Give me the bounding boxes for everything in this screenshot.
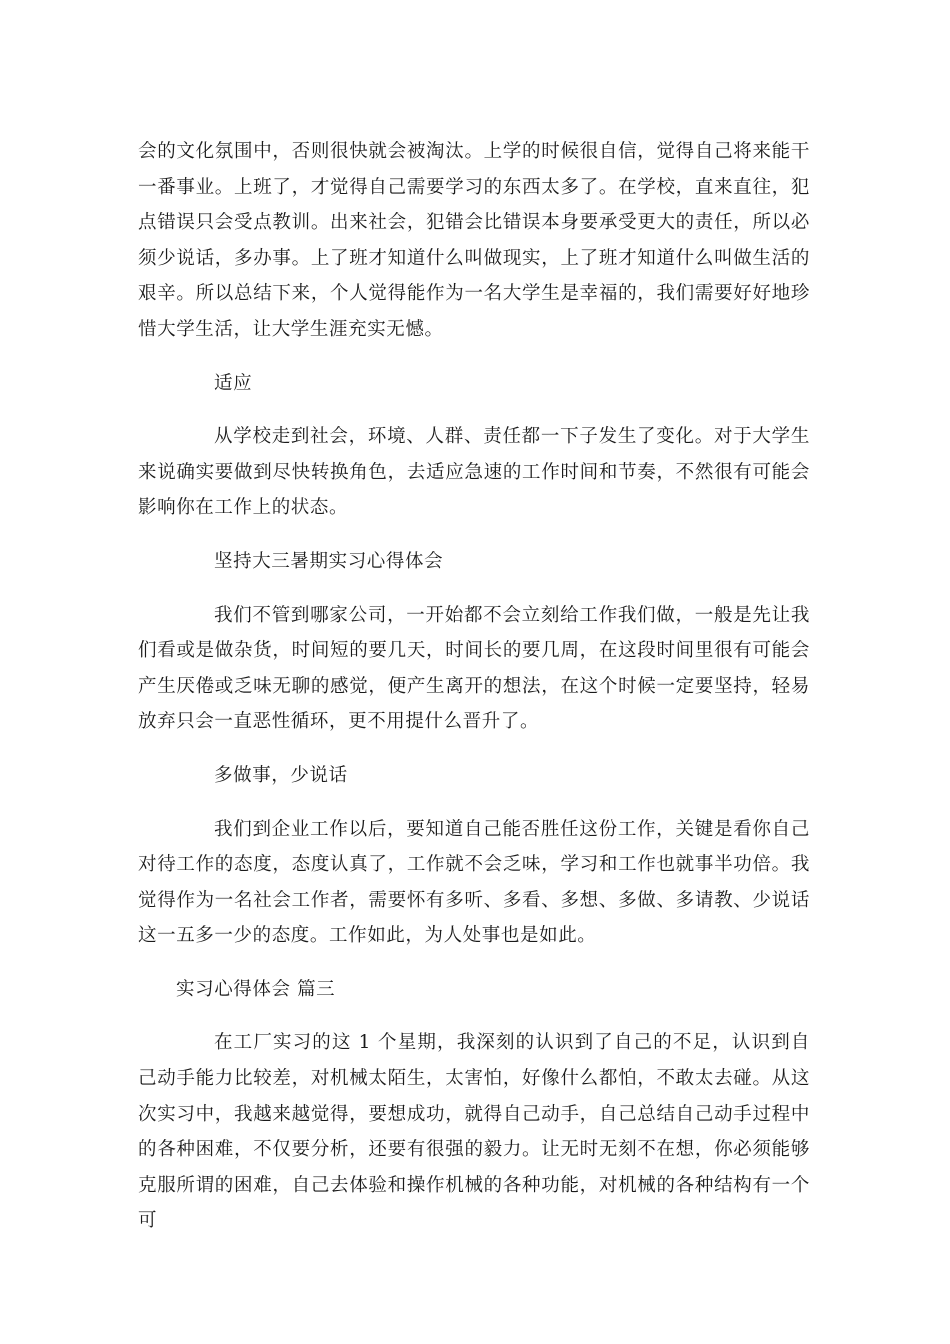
heading-do-more: 多做事，少说话 [214,764,348,786]
heading-adapt: 适应 [214,372,253,394]
paragraph-factory: 在工厂实习的这 1 个星期，我深刻的认识到了自己的不足，认识到自己动手能力比较差，对机械太陌生，太害怕，好像什么都怕，不敢太去碰。从这次实习中，我越来越觉得，要想成功，就得自己动手，自己总结自己动手过程中的各种困难，不仅要分析，还要有很强的毅力。让无时无刻不在想，你必须能够克服所谓的困难，自己去体验和操作机械的各种功能，对机械的各种结构有一个可 [138,1032,810,1232]
paragraph-adapt: 从学校走到社会，环境、人群、责任都一下子发生了变化。对于大学生来说确实要做到尽快转换角色，去适应急速的工作时间和节奏，不然很有可能会影响你在工作上的状态。 [138,426,810,519]
document-body [138,134,810,1239]
paragraph-persist: 我们不管到哪家公司，一开始都不会立刻给工作我们做，一般是先让我们看或是做杂货，时间短的要几天，时间长的要几周，在这段时间里很有可能会产生厌倦或乏味无聊的感觉，便产生离开的想法，在这个时候一定要坚持，轻易放弃只会一直恶性循环，更不用提什么晋升了。 [138,604,810,733]
heading-section-three: 实习心得体会 篇三 [176,978,336,1000]
paragraph-culture: 会的文化氛围中，否则很快就会被淘汰。上学的时候很自信，觉得自己将来能干一番事业。上班了，才觉得自己需要学习的东西太多了。在学校，直来直往，犯点错误只会受点教训。出来社会，犯错会比错误本身要承受更大的责任，所以必须少说话，多办事。上了班才知道什么叫做现实，上了班才知道什么叫做生活的艰辛。所以总结下来，个人觉得能作为一名大学生是幸福的，我们需要好好地珍惜大学生活，让大学生涯充实无憾。 [138,141,810,340]
paragraph-do-more: 我们到企业工作以后，要知道自己能否胜任这份工作，关键是看你自己对待工作的态度，态度认真了，工作就不会乏味，学习和工作也就事半功倍。我觉得作为一名社会工作者，需要怀有多听、多看、多想、多做、多请教、少说话这一五多一少的态度。工作如此，为人处事也是如此。 [138,818,810,947]
heading-persist: 坚持大三暑期实习心得体会 [214,550,444,572]
